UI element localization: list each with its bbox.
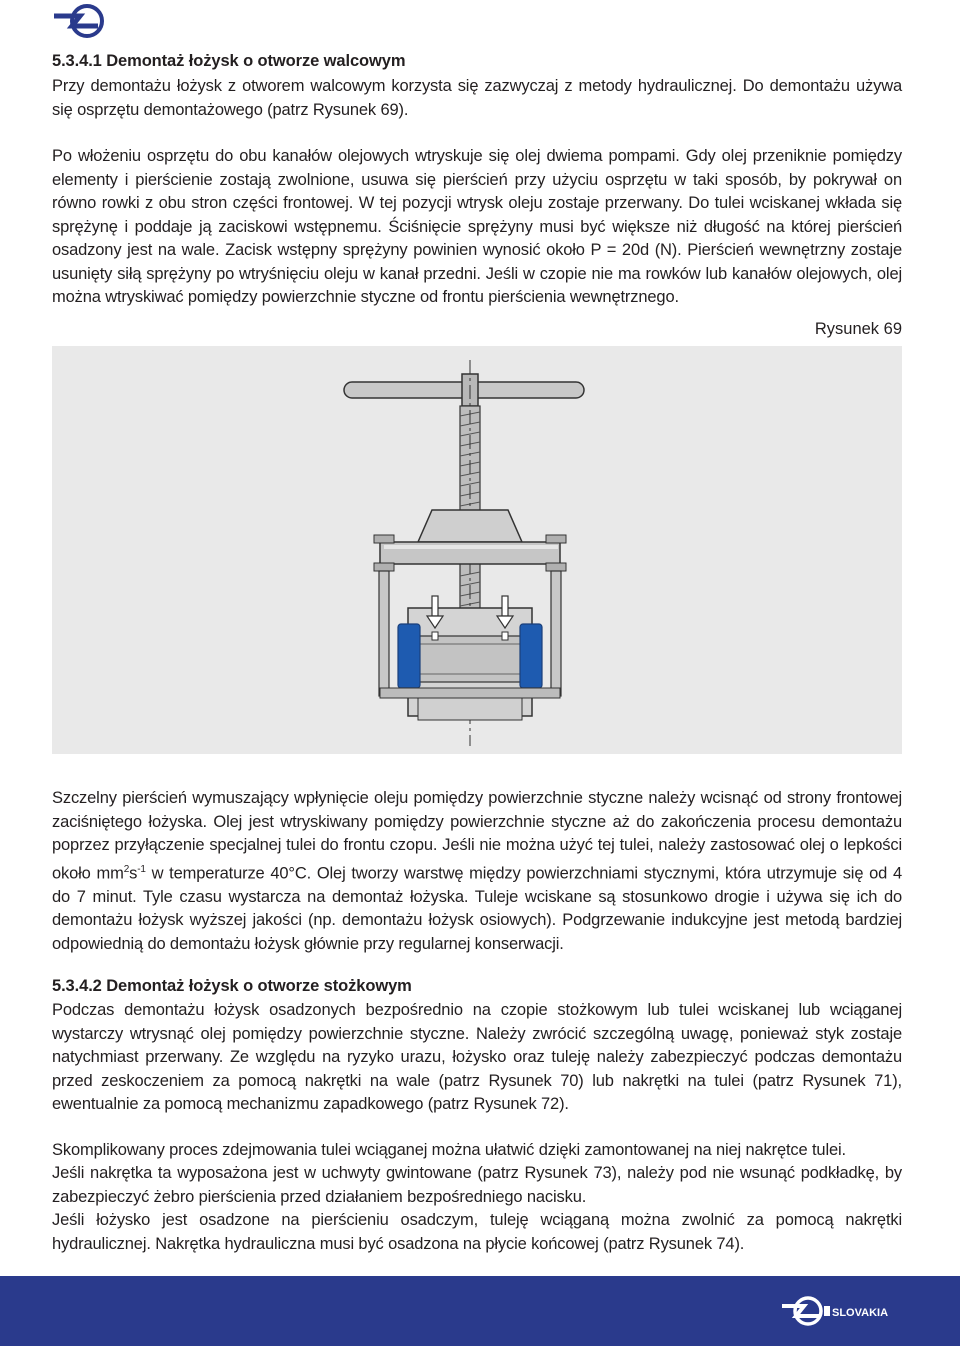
section-heading: 5.3.4.1 Demontaż łożysk o otworze walcowym bbox=[52, 52, 406, 70]
section-heading: 5.3.4.2 Demontaż łożysk o otworze stożkowym bbox=[52, 977, 412, 995]
figure-caption: Rysunek 69 bbox=[814, 320, 902, 338]
figure-69 bbox=[52, 346, 902, 754]
paragraph: Jeśli nakrętka ta wyposażona jest w uchwyty gwintowane (patrz Rysunek 73), należy pod nie wsunąć podkładkę, by zabezpieczyć żebro pierścienia przed działaniem bezpośredniego nacisku. bbox=[52, 1164, 902, 1206]
paragraph: Podczas demontażu łożysk osadzonych bezpośrednio na czopie stożkowym lub tulei wciskanej lub wciąganej wystarczy wtrysnąć olej pomiędzy powierzchnie styczne. Należy zwrócić szczególną uwagę, ponieważ styk zostaje natychmiast przerwany. Ze względu na ryzyko urazu, łożysko oraz tuleję należy zabezpieczyć podczas demontażu przed zeskoczeniem za pomocą nakrętki na wale (patrz Rysunek 70) lub nakrętki na tulei (patrz Rysunek 71), ewentualnie za pomocą mechanizmu zapadkowego (patrz Rysunek 72). bbox=[52, 1001, 902, 1113]
paragraph: Po włożeniu osprzętu do obu kanałów olejowych wtryskuje się olej dwiema pompami. Gdy olej przeniknie pomiędzy elementy i pierścienie zostają zwolnione, usuwa się pierścień przy użyciu osprzętu w taki sposób, by pokrywał on równo rowki z obu stron części frontowej. W tej pozycji wtrysk oleju zostaje przerwany. Do tulei wciskanej wkłada się sprężynę i poddaje ją zaciskowi wstępnemu. Ściśnięcie sprężyny musi być większe niż długość na której pierścień osadzony jest na wale. Zacisk wstępny sprężyny powinien wynosić około P = 20d (N). Pierścień wewnętrzny zostaje usunięty siłą sprężyny po wtryśnięciu oleju w kanał przedni. Jeśli w czopie nie ma rowków lub kanałów olejowych, olej można wtryskiwać pomiędzy powierzchnie styczne od frontu pierścienia wewnętrznego. bbox=[52, 147, 902, 306]
zvl-slovakia-logo bbox=[778, 1293, 908, 1329]
zvl-logo-icon bbox=[52, 4, 104, 38]
paragraph: Jeśli łożysko jest osadzone na pierścieniu osadczym, tuleję wciąganą można zwolnić za pomocą nakrętki hydraulicznej. Nakrętka hydrauliczna musi być osadzona na płycie końcowej (patrz Rysunek 74). bbox=[52, 1211, 902, 1253]
paragraph: Skomplikowany proces zdejmowania tulei wciąganej można ułatwić dzięki zamontowanej na niej nakrętce tulei. bbox=[52, 1141, 846, 1159]
paragraph: Szczelny pierścień wymuszający wpłynięcie oleju pomiędzy powierzchnie styczne należy wcisnąć od strony frontowej zaciśniętego łożyska. Olej jest wtryskiwany pomiędzy powierzchnie styczne aż do zakończenia procesu demontażu poprzez przyłączenie specjalnej tulei do frontu czopu. Jeśli nie można użyć tej tulei, należy zastosować olej o lepkości około $mm^2s^{-1}$ w temperaturze 40°C. Olej tworzy warstwę między powierzchniami stycznymi, która utrzymuje się od 4 do 7 minut. Tyle czasu wystarcza na demontaż łożyska. Tuleje wciskane są stosunkowo drogie i używa się ich do demontażu łożysk wyższej jakości (np. demontażu łożysk osiowych). Podgrzewanie indukcyjne jest metodą bardziej odpowiednią do demontażu łożysk głównie przy regularnej konserwacji. bbox=[52, 789, 902, 953]
dismounting-tool-illustration bbox=[52, 346, 902, 754]
paragraph: Przy demontażu łożysk z otworem walcowym korzysta się zazwyczaj z metody hydraulicznej. Do demontażu używa się osprzętu demontażowego (patrz Rysunek 69). bbox=[52, 77, 902, 119]
footer-brand: SLOVAKIA bbox=[832, 1307, 889, 1319]
